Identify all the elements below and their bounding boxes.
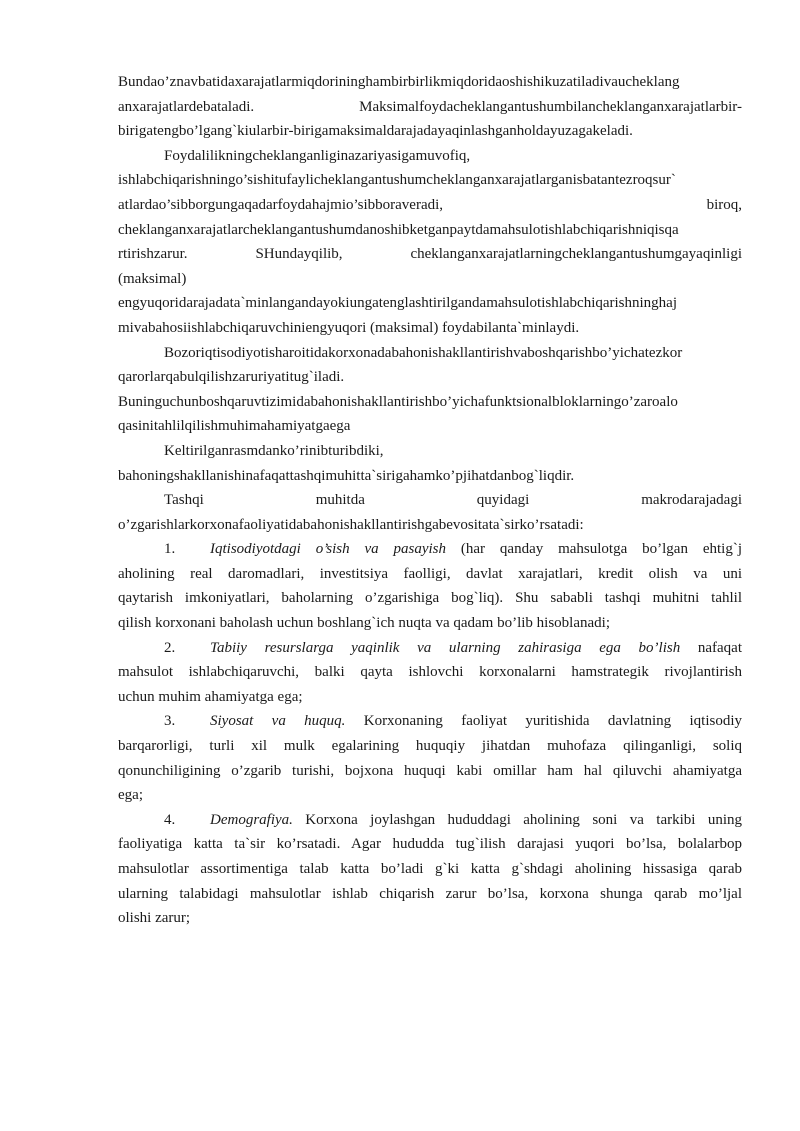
text-line: rtirishzarur. SHundayqilib, cheklanganxarajatlarningcheklangantushumgayaqinligi [118, 246, 742, 263]
list-item-first-line: 4. Demografiya. Korxona joylashgan hududdagi aholining soni va tarkibi uning [118, 808, 742, 833]
text-line: qaytarish imkoniyatlari, baholarning o’zgarishiga bog`liq). Shu sababli tashqi muhitni tahlil [118, 590, 742, 607]
text-line: qilish korxonani baholash uchun boshlang`ich nuqta va qadam bo’lib hisoblanadi; [118, 615, 610, 632]
text-line: Bozoriqtisodiyotisharoitidakorxonadabahonishakllantirishvaboshqarishbo’yichatezkor [164, 344, 683, 361]
text-line: aholining real daromadlari, investitsiya faolligi, davlat xarajatlari, kredit olish va uni [118, 565, 742, 582]
document-page [118, 70, 742, 931]
text-line: mahsulot ishlabchiqaruvchi, balki qayta ishlovchi korxonalarni hamstrategik rivojlantirish [118, 664, 742, 681]
list-number: 1. [164, 541, 176, 558]
list-item-first-line: 1. Iqtisodiyotdagi o’sish va pasayish (har qanday mahsulotga bo’lgan ehtig`j [118, 537, 742, 562]
text-line: (maksimal) [118, 270, 187, 287]
list-item-title: Demografiya. [210, 811, 293, 828]
text-line: o’zgarishlarkorxonafaoliyatidabahonishakllantirishgabevositata`sirko’rsatadi: [118, 516, 584, 533]
list-number: 4. [164, 811, 176, 828]
text-line: uchun muhim ahamiyatga ega; [118, 688, 303, 705]
text-line: Foydalilikningcheklanganliginazariyasigamuvofiq, [164, 147, 471, 164]
text-line: ishlabchiqarishningo’sishitufaylicheklangantushumcheklanganxarajatlarganisbatantezroqsur` [118, 172, 676, 189]
list-item-title: Iqtisodiyotdagi o’sish va pasayish [210, 541, 447, 558]
text-line: faoliyatiga katta ta`sir ko’rsatadi. Agar hududda tug`ilish darajasi yuqori bo’lsa, bolalarbop [118, 836, 742, 853]
text-line: atlardao’sibborgungaqadarfoydahajmio’sibboraveradi, biroq, [118, 196, 742, 213]
text-line: Keltirilganrasmdanko’rinibturibdiki, [164, 442, 384, 459]
text-line: bahoningshakllanishinafaqattashqimuhitta`sirigahamko’pjihatdanbog`liqdir. [118, 467, 575, 484]
text-line: birigatengbo’lgang`kiularbir-birigamaksimaldarajadayaqinlashganholdayuzagakeladi. [118, 123, 633, 140]
text-line: ularning talabidagi mahsulotlar ishlab chiqarish zarur bo’lsa, korxona shunga qarab mo’ljal [118, 885, 742, 902]
text-line: mivabahosiishlabchiqaruvchiniengyuqori (maksimal) foydabilanta`minlaydi. [118, 319, 580, 336]
list-number: 3. [164, 713, 176, 730]
text-line: qasinitahlilqilishmuhimahamiyatgaega [118, 418, 351, 435]
text-line: qarorlarqabulqilishzaruriyatitug`iladi. [118, 369, 345, 386]
text-line: cheklanganxarajatlarcheklangantushumdanoshibketganpaytdamahsulotishlabchiqarishniqisqa [118, 221, 679, 238]
text-line: engyuqoridarajadata`minlangandayokiungatenglashtirilgandamahsulotishlabchiqarishninghaj [118, 295, 678, 312]
text-line: mahsulotlar assortimentiga talab katta bo’ladi g`ki katta g`shdagi aholining hissasiga qarab [118, 861, 742, 877]
list-item-title: Tabiiy resurslarga yaqinlik va ularning zahirasiga ega bo’lish [210, 639, 681, 656]
text-line: olishi zarur; [118, 910, 191, 927]
text-line: ega; [118, 787, 143, 804]
text-line: Buninguchunboshqaruvtizimidabahonishakllantirishbo’yichafunktsionalbloklarningo’zaroalo [118, 393, 678, 410]
text-line: anxarajatlardebataladi. Maksimalfoydacheklangantushumbilancheklanganxarajatlarbir- [118, 98, 742, 115]
text-line: barqarorligi, turli xil mulk egalarining huquqiy jihatdan muhofaza qilinganligi, soliq [118, 738, 742, 755]
text-line: Tashqi muhitda quyidagi makrodarajadagi [164, 492, 742, 509]
text-line: qonunchiligining o’zgarib turishi, bojxona huquqi kabi omillar ham hal qiluvchi ahamiyatga [118, 762, 742, 779]
text-line: Bundao’znavbatidaxarajatlarmiqdorininghambirbirlikmiqdoridaoshishikuzatiladivaucheklang [118, 74, 680, 90]
list-item-title: Siyosat va huquq. [210, 713, 346, 730]
list-item-first-line: 3. Siyosat va huquq. Korxonaning faoliyat yuritishida davlatning iqtisodiy [118, 709, 742, 734]
list-number: 2. [164, 639, 176, 656]
list-item-first-line: 2. Tabiiy resurslarga yaqinlik va ularning zahirasiga ega bo’lish nafaqat [118, 636, 742, 661]
